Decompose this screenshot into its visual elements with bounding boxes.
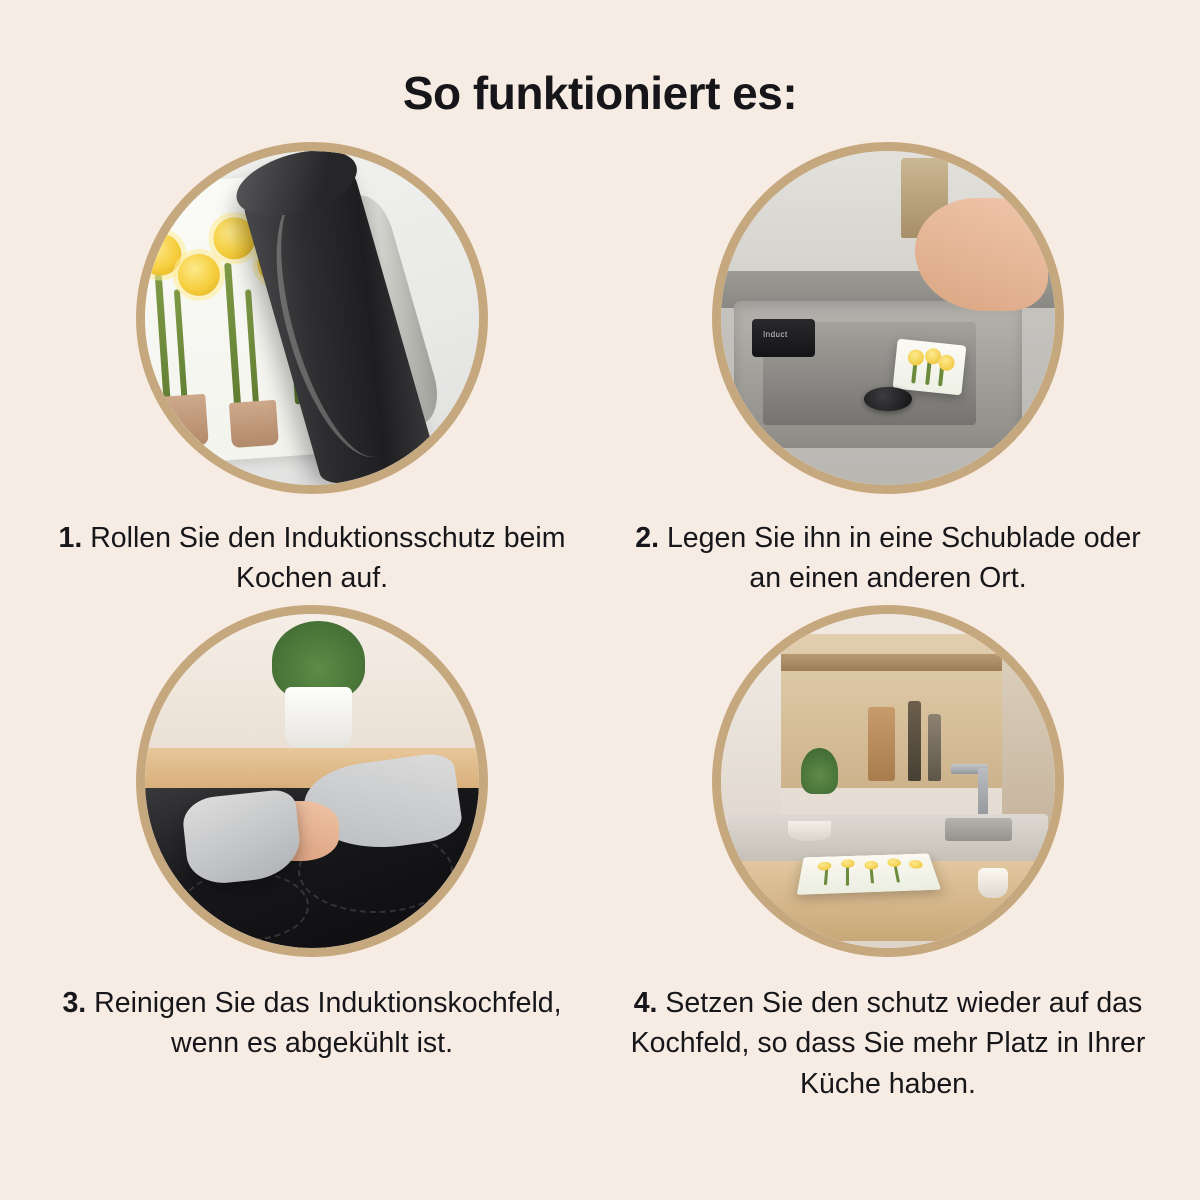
step-text-1: Rollen Sie den Induktionsschutz beim Kochen auf. <box>90 522 566 595</box>
cleaning-induction-hob-photo <box>136 605 488 957</box>
step-number-1: 1. <box>58 522 83 554</box>
mat-on-kitchen-counter-photo <box>712 605 1064 957</box>
step-number-2: 2. <box>635 522 660 554</box>
step-card-3 <box>34 605 590 1104</box>
step-caption-3 <box>52 983 572 1064</box>
step-card-2 <box>610 142 1166 599</box>
step-number-4: 4. <box>633 986 658 1019</box>
step-text-2: Legen Sie ihn in eine Schublade oder an einen anderen Ort. <box>666 522 1141 595</box>
step-card-4 <box>610 605 1166 1104</box>
step-card-1 <box>34 142 590 599</box>
step-caption-2 <box>628 518 1148 599</box>
step-text-3: Reinigen Sie das Induktionskochfeld, wenn es abgekühlt ist. <box>94 986 562 1060</box>
drawer-panel-label: Induct <box>762 330 788 340</box>
step-caption-1 <box>52 518 572 599</box>
page-title: So funktioniert es: <box>402 67 798 119</box>
mat-in-drawer-photo <box>712 142 1064 494</box>
rolled-induction-mat-photo <box>136 142 488 494</box>
step-caption-4 <box>628 983 1148 1104</box>
steps-grid <box>0 120 1200 1104</box>
step-text-4: Setzen Sie den schutz wieder auf das Kochfeld, so dass Sie mehr Platz in Ihrer Küche haben. <box>630 986 1146 1100</box>
step-number-3: 3. <box>62 986 87 1019</box>
